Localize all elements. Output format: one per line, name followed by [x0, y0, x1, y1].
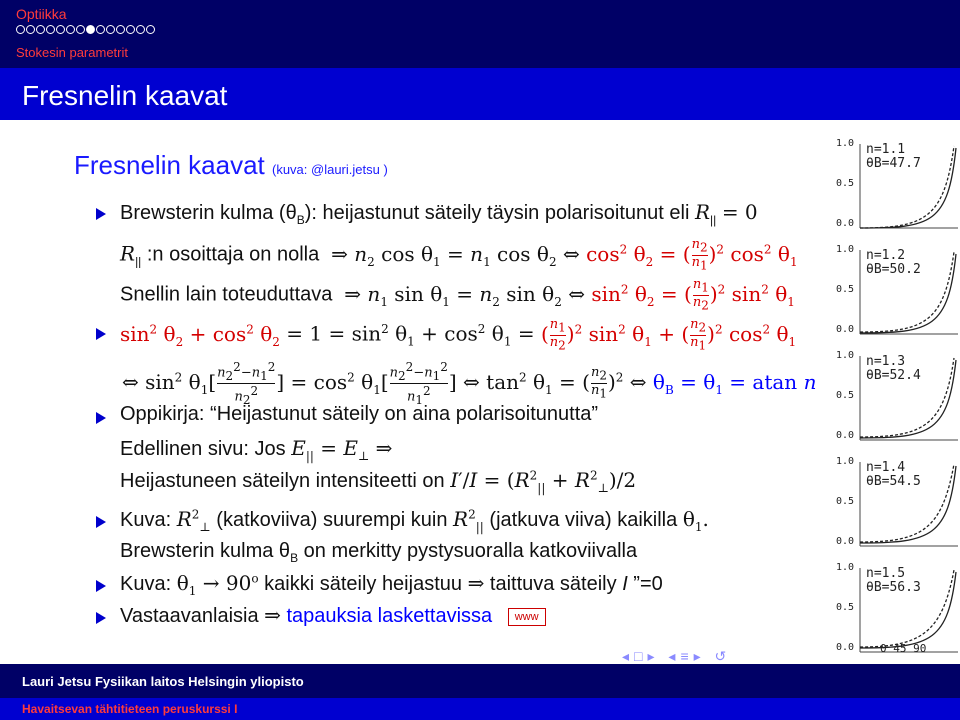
progress-dot[interactable] — [26, 25, 35, 34]
nav-section-icon[interactable]: ≡ — [680, 648, 694, 664]
progress-dot[interactable] — [16, 25, 25, 34]
slide-title: Fresnelin kaavat — [22, 80, 228, 111]
plot-n-label: n=1.5 — [866, 566, 906, 581]
bullet-arrow-icon — [96, 328, 106, 340]
progress-dot[interactable] — [66, 25, 75, 34]
progress-dot[interactable] — [136, 25, 145, 34]
section-title[interactable]: Stokesin parametrit — [16, 45, 128, 60]
progress-dot[interactable] — [126, 25, 135, 34]
course-title[interactable]: Optiikka — [16, 6, 67, 22]
line-previous-page: Edellinen sivu: Jos $E_{||} = E_\perp$ ⇒ — [120, 436, 393, 463]
line-intensity: Heijastuneen säteilyn intensiteetti on $I'/I = (R^2_{||} + R^2_\perp)/2$ — [120, 468, 637, 495]
beamer-navigation[interactable] — [622, 648, 842, 664]
plot-n-label: n=1.2 — [866, 248, 906, 263]
bullet-arrow-icon — [96, 208, 106, 220]
line-total-reflection: Kuva: $\theta_1 \to 90^o$ kaikki säteily heijastuu ⇒ taittuva säteily I ”=0 — [120, 571, 663, 598]
bullet-arrow-icon — [96, 612, 106, 624]
plot-x-axis-ticks: 0 45 90 — [880, 642, 927, 655]
plot-panel: 1.0 0.5 0.0 n=1.2 θB=50.2 — [836, 244, 960, 342]
nav-frame-icon[interactable]: □ — [634, 648, 648, 664]
plot-panel: 1.0 0.5 0.0 n=1.1 θB=47.7 — [836, 138, 960, 236]
progress-dot[interactable] — [96, 25, 105, 34]
plot-brewster-label: θB=47.7 — [866, 156, 921, 171]
plot-n-label: n=1.1 — [866, 142, 906, 157]
content-heading: Fresnelin kaavat (kuva: @lauri.jetsu ) — [74, 150, 388, 180]
footer-course: Havaitsevan tähtitieteen peruskurssi I — [22, 702, 238, 716]
progress-dot[interactable] — [146, 25, 155, 34]
bullet-arrow-icon — [96, 516, 106, 528]
progress-dot[interactable] — [116, 25, 125, 34]
line-derivation: ⇔ $\sin^2 \theta_1$[ $\frac{n_2^2-n_1^2}{n_2^2}$ ] = $\cos^2 \theta_1$[ $\frac{n_2^2-n_1^2}{n_1^2}$ ] ⇔ $\tan^2 \theta_1$ = ( $\frac{n_2}{n_1}$ )$^2$ ⇔ $\theta_B = \theta_1 = atan$ n — [122, 360, 817, 407]
bullet-arrow-icon — [96, 412, 106, 424]
line-textbook: Oppikirja: “Heijastunut säteily on aina polarisoitunutta” — [120, 403, 599, 425]
line-numerator-zero: $R_{||}$ :n osoittaja on nolla ⇒ $n_2$ $\cos \theta_1 = n_1$ $\cos \theta_2$ ⇔ $\cos^2 \theta_2$ = ( $\frac{n_2}{n_1}$ )$^2$ $\cos^2 \theta_1$ — [120, 237, 798, 273]
footer-author: Lauri Jetsu Fysiikan laitos Helsingin yliopisto — [22, 674, 304, 689]
reflectance-plots — [836, 138, 960, 658]
plot-curves — [836, 244, 960, 342]
progress-dot[interactable] — [36, 25, 45, 34]
plot-n-label: n=1.3 — [866, 354, 906, 369]
nav-search-icon[interactable]: ↺ — [714, 648, 732, 664]
www-button[interactable]: www — [508, 608, 546, 626]
line-identity: $\sin^2 \theta_2 + \cos^2 \theta_2 = 1 = \sin^2 \theta_1 + \cos^2 \theta_1$ = ( $\frac{n_1}{n_2}$ )$^2$ $\sin^2 \theta_1$ + ( $\frac{n_2}{n_1}$ )$^2$ $\cos^2 \theta_1$ — [120, 317, 797, 353]
footer-author-bar — [0, 664, 960, 698]
title-bar — [0, 68, 960, 120]
plot-brewster-label: θB=56.3 — [866, 580, 921, 595]
line-exercises: Vastaavanlaisia ⇒ tapauksia laskettavissa www — [120, 603, 546, 628]
plot-panel: 1.0 0.5 0.0 n=1.3 θB=52.4 — [836, 350, 960, 448]
plot-brewster-label: θB=50.2 — [866, 262, 921, 277]
line-snell: Snellin lain toteuduttava ⇒ $n_1$ $\sin \theta_1 = n_2$ $\sin \theta_2$ ⇔ $\sin^2 \theta_2$ = ( $\frac{n_1}{n_2}$ )$^2$ $\sin^2 \theta_1$ — [120, 277, 795, 313]
progress-dot[interactable] — [46, 25, 55, 34]
plot-n-label: n=1.4 — [866, 460, 906, 475]
progress-dot[interactable] — [76, 25, 85, 34]
nav-left-icon[interactable]: ◂ — [622, 648, 635, 664]
line-brewster: Brewsterin kulma $(\theta_B)$: heijastunut säteily täysin polarisoitunut eli $R_{||} = 0$ — [120, 200, 758, 227]
slide-progress-dots[interactable] — [16, 25, 155, 37]
nav-left-icon[interactable]: ◂ — [668, 648, 681, 664]
progress-dot[interactable] — [106, 25, 115, 34]
plot-panel: 1.0 0.5 0.0 n=1.5 θB=56.3 — [836, 562, 960, 660]
plot-curves — [836, 138, 960, 236]
line-brewster-marked: Brewsterin kulma $\theta_B$ on merkitty pystysuoralla katkoviivalla — [120, 540, 638, 565]
bullet-arrow-icon — [96, 580, 106, 592]
plot-panel: 1.0 0.5 0.0 n=1.4 θB=54.5 — [836, 456, 960, 554]
line-figure-comparison: Kuva: $R^2_\perp$ (katkoviiva) suurempi kuin $R^2_{||}$ (jatkuva viiva) kaikilla $\theta_1$. — [120, 507, 709, 534]
plot-brewster-label: θB=52.4 — [866, 368, 921, 383]
header-bar — [0, 0, 960, 68]
nav-right-icon[interactable]: ▸ — [647, 648, 660, 664]
progress-dot[interactable] — [56, 25, 65, 34]
nav-right-icon[interactable]: ▸ — [693, 648, 706, 664]
slide-content — [0, 120, 960, 660]
plot-brewster-label: θB=54.5 — [866, 474, 921, 489]
exercises-link[interactable]: tapauksia laskettavissa — [286, 605, 493, 627]
footer-course-bar — [0, 698, 960, 720]
plot-curves — [836, 456, 960, 554]
plot-curves — [836, 350, 960, 448]
image-credit: (kuva: @lauri.jetsu ) — [272, 162, 388, 177]
progress-dot[interactable] — [86, 25, 95, 34]
